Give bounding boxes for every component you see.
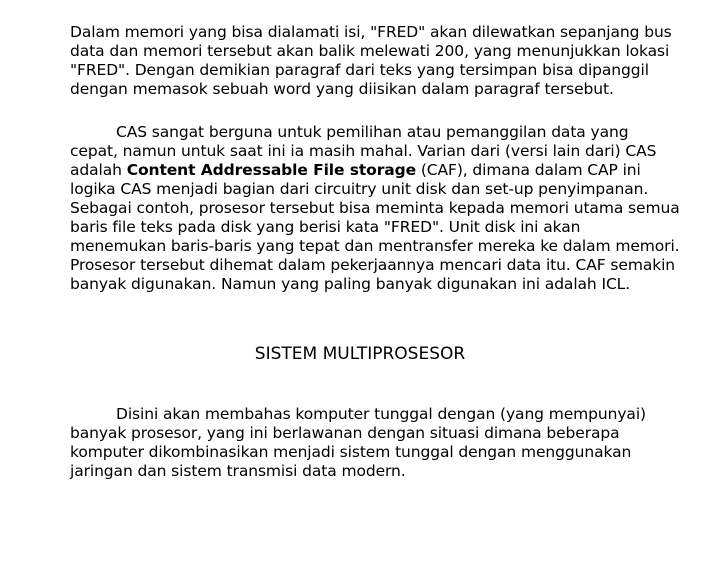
paragraph-cas [70, 123, 680, 294]
section-heading: SISTEM MULTIPROSESOR [254, 344, 466, 364]
paragraph-cas-text-after: (CAF), dimana dalam CAP ini logika CAS menjadi bagian dari circuitry unit disk dan set-up penyimpanan. Sebagai contoh, prosesor tersebut bisa meminta kepada memori utama semua baris file teks pada disk yang berisi kata "FRED". Unit disk ini akan menemukan baris-baris yang tepat dan mentransfer mereka ke dalam memori. Prosesor tersebut dihemat dalam pekerjaannya mencari data itu. CAF semakin banyak digunakan. Namun yang paling banyak digunakan ini adalah ICL. [70, 161, 680, 293]
term-caf: Content Addressable File storage [126, 161, 417, 179]
paragraph-multiprocessor-text: Disini akan membahas komputer tunggal dengan (yang mempunyai) banyak prosesor, yang ini berlawanan dengan situasi dimana beberapa komputer dikombinasikan menjadi sistem tunggal dengan menggunakan jaringan dan sistem transmisi data modern. [70, 405, 646, 480]
paragraph-memory: Dalam memori yang bisa dialamati isi, "FRED" akan dilewatkan sepanjang bus data dan memori tersebut akan balik melewati 200, yang menunjukkan lokasi "FRED". Dengan demikian paragraf dari teks yang tersimpan bisa dipanggil dengan memasok sebuah word yang diisikan dalam paragraf tersebut. [70, 23, 672, 98]
paragraph-cas-text-before: CAS sangat berguna untuk pemilihan atau pemanggilan data yang cepat, namun untuk saat ini ia masih mahal. Varian dari (versi lain dari) CAS adalah [70, 123, 657, 179]
paragraph-multiprocessor [70, 405, 680, 481]
